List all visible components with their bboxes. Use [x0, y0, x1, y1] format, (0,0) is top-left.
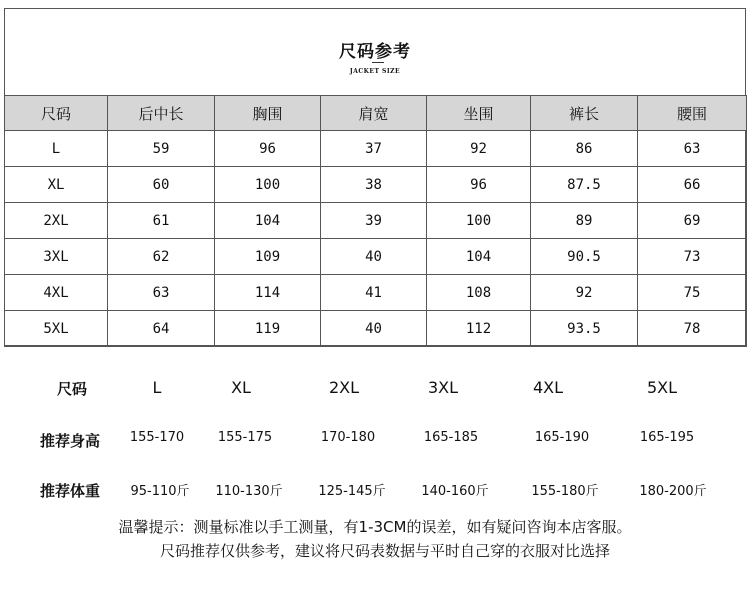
chart-title: 尺码参考 [339, 42, 411, 62]
table-cell: 92 [531, 275, 638, 311]
table-cell: 112 [427, 311, 531, 347]
size-chart-panel [4, 8, 746, 346]
height-row-label: 推荐身高 [40, 432, 101, 450]
table-cell: 78 [638, 311, 747, 347]
table-cell: 40 [321, 239, 427, 275]
table-header-row [5, 96, 747, 131]
table-cell: 96 [427, 167, 531, 203]
table-cell: 63 [108, 275, 215, 311]
table-cell: 109 [215, 239, 321, 275]
column-header: 胸围 [215, 96, 321, 131]
table-cell: 86 [531, 131, 638, 167]
column-header: 裤长 [531, 96, 638, 131]
table-row [5, 131, 747, 167]
size-value: 2XL [328, 378, 360, 397]
table-cell: 5XL [5, 311, 108, 347]
table-cell: 73 [638, 239, 747, 275]
height-value: 165-190 [534, 430, 590, 445]
table-cell: 66 [638, 167, 747, 203]
column-header: 腰围 [638, 96, 747, 131]
size-value: 4XL [532, 378, 564, 397]
size-value: L [152, 378, 162, 397]
table-cell: 119 [215, 311, 321, 347]
height-value: 165-185 [423, 430, 479, 445]
table-cell: 89 [531, 203, 638, 239]
recommend-weight-row [0, 480, 750, 504]
recommendation-section [0, 360, 750, 510]
table-cell: 96 [215, 131, 321, 167]
size-table [4, 95, 747, 347]
table-cell: 92 [427, 131, 531, 167]
table-cell: XL [5, 167, 108, 203]
table-cell: 100 [215, 167, 321, 203]
column-header: 后中长 [108, 96, 215, 131]
table-cell: 38 [321, 167, 427, 203]
table-cell: 4XL [5, 275, 108, 311]
height-value: 170-180 [320, 430, 376, 445]
table-cell: 2XL [5, 203, 108, 239]
table-cell: 75 [638, 275, 747, 311]
table-cell: 39 [321, 203, 427, 239]
table-cell: 114 [215, 275, 321, 311]
table-cell: L [5, 131, 108, 167]
height-value: 165-195 [639, 430, 695, 445]
table-cell: 100 [427, 203, 531, 239]
title-divider [372, 62, 384, 63]
table-cell: 87.5 [531, 167, 638, 203]
column-header: 肩宽 [321, 96, 427, 131]
column-header: 坐围 [427, 96, 531, 131]
weight-value: 110-130斤 [215, 484, 283, 499]
table-cell: 59 [108, 131, 215, 167]
table-cell: 64 [108, 311, 215, 347]
table-cell: 40 [321, 311, 427, 347]
table-row [5, 275, 747, 311]
table-row [5, 167, 747, 203]
weight-value: 95-110斤 [130, 484, 190, 499]
recommend-height-row [0, 430, 750, 454]
note-line: 温馨提示：测量标准以手工测量，有1-3CM的误差，如有疑问咨询本店客服。 [118, 518, 632, 536]
weight-value: 125-145斤 [318, 484, 386, 499]
size-value: 5XL [646, 378, 678, 397]
recommend-size-row [0, 378, 750, 402]
height-value: 155-170 [129, 430, 185, 445]
table-cell: 62 [108, 239, 215, 275]
size-row-label: 尺码 [57, 380, 88, 398]
table-cell: 90.5 [531, 239, 638, 275]
table-cell: 37 [321, 131, 427, 167]
weight-value: 140-160斤 [421, 484, 489, 499]
weight-value: 180-200斤 [639, 484, 707, 499]
size-value: XL [231, 378, 251, 397]
size-notes [0, 515, 750, 563]
table-cell: 104 [215, 203, 321, 239]
column-header: 尺码 [5, 96, 108, 131]
table-row [5, 311, 747, 347]
table-cell: 69 [638, 203, 747, 239]
size-value: 3XL [427, 378, 459, 397]
note-line: 尺码推荐仅供参考，建议将尺码表数据与平时自己穿的衣服对比选择 [159, 542, 610, 560]
table-cell: 61 [108, 203, 215, 239]
table-cell: 93.5 [531, 311, 638, 347]
table-cell: 3XL [5, 239, 108, 275]
table-cell: 108 [427, 275, 531, 311]
weight-value: 155-180斤 [531, 484, 599, 499]
table-cell: 41 [321, 275, 427, 311]
table-cell: 63 [638, 131, 747, 167]
chart-header [5, 9, 745, 95]
table-cell: 60 [108, 167, 215, 203]
table-row [5, 239, 747, 275]
table-row [5, 203, 747, 239]
weight-row-label: 推荐体重 [40, 482, 101, 500]
height-value: 155-175 [217, 430, 273, 445]
table-cell: 104 [427, 239, 531, 275]
chart-subtitle: JACKET SIZE [349, 68, 401, 75]
